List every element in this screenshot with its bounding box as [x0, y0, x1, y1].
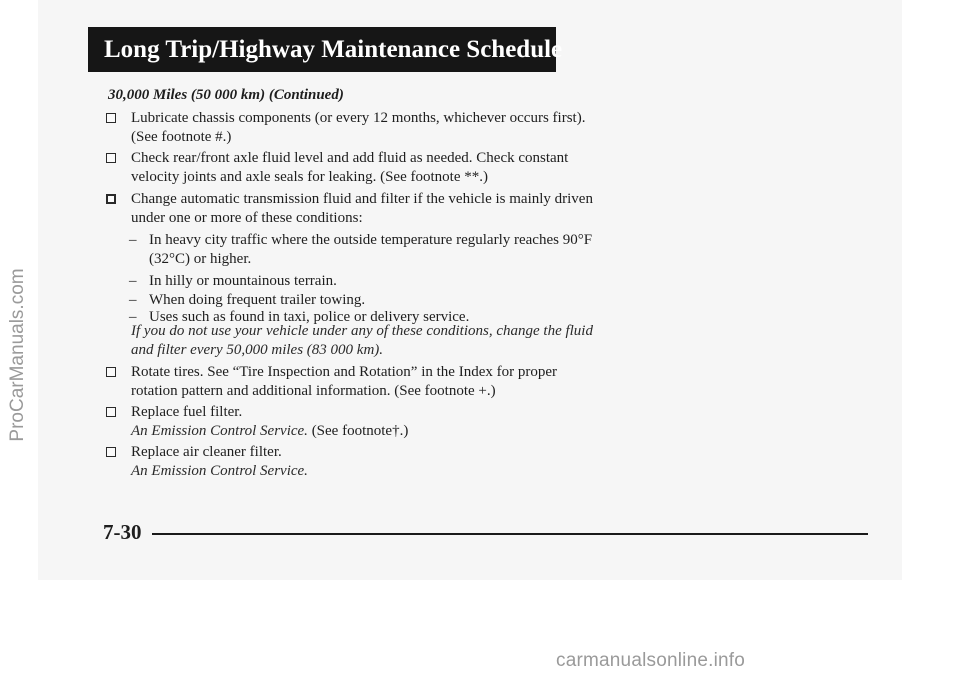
checkbox[interactable]: [106, 194, 116, 204]
item-line: velocity joints and axle seals for leaking. (See footnote **.): [131, 169, 488, 185]
item-line: rotation pattern and additional information. (See footnote +.): [131, 383, 496, 399]
condition-line: (32°C) or higher.: [149, 251, 252, 267]
item-line: (See footnote #.): [131, 129, 232, 145]
condition-line: Uses such as found in taxi, police or delivery service.: [149, 309, 470, 325]
emission-service-note: An Emission Control Service.: [131, 423, 308, 439]
checkbox[interactable]: [106, 407, 116, 417]
checkbox[interactable]: [106, 153, 116, 163]
page-number: 7-30: [103, 520, 142, 544]
dash-bullet: –: [129, 309, 137, 325]
page-title: Long Trip/Highway Maintenance Schedule: [88, 27, 556, 72]
condition-line: In hilly or mountainous terrain.: [149, 273, 337, 289]
item-line: Check rear/front axle fluid level and add fluid as needed. Check constant: [131, 150, 569, 166]
emission-service-note: An Emission Control Service.: [131, 463, 308, 479]
side-watermark: [2, 205, 32, 505]
condition-line: In heavy city traffic where the outside temperature regularly reaches 90°F: [149, 232, 593, 248]
condition-line: When doing frequent trailer towing.: [149, 292, 366, 308]
checkbox[interactable]: [106, 113, 116, 123]
item-line: Replace air cleaner filter.: [131, 444, 282, 460]
dash-bullet: –: [129, 232, 137, 248]
conditions-note: [131, 322, 651, 360]
item-line: Replace fuel filter.: [131, 404, 243, 420]
item-line: under one or more of these conditions:: [131, 210, 363, 226]
side-watermark-text: ProCarManuals.com: [7, 268, 28, 442]
item-line: Lubricate chassis components (or every 12 months, whichever occurs first).: [131, 110, 586, 126]
note-line: and filter every 50,000 miles (83 000 km).: [131, 342, 384, 358]
note-line: If you do not use your vehicle under any of these conditions, change the fluid: [131, 323, 593, 339]
checkbox[interactable]: [106, 367, 116, 377]
footer-divider: [152, 533, 868, 535]
dash-bullet: –: [129, 292, 137, 308]
dash-bullet: –: [129, 273, 137, 289]
section-heading: 30,000 Miles (50 000 km) (Continued): [108, 87, 344, 103]
bottom-watermark: carmanualsonline.info: [556, 650, 746, 671]
checkbox[interactable]: [106, 447, 116, 457]
item-line: Rotate tires. See “Tire Inspection and Rotation” in the Index for proper: [131, 364, 557, 380]
footnote-reference: (See footnote†.): [311, 423, 409, 439]
item-line: Change automatic transmission fluid and filter if the vehicle is mainly driven: [131, 191, 593, 207]
